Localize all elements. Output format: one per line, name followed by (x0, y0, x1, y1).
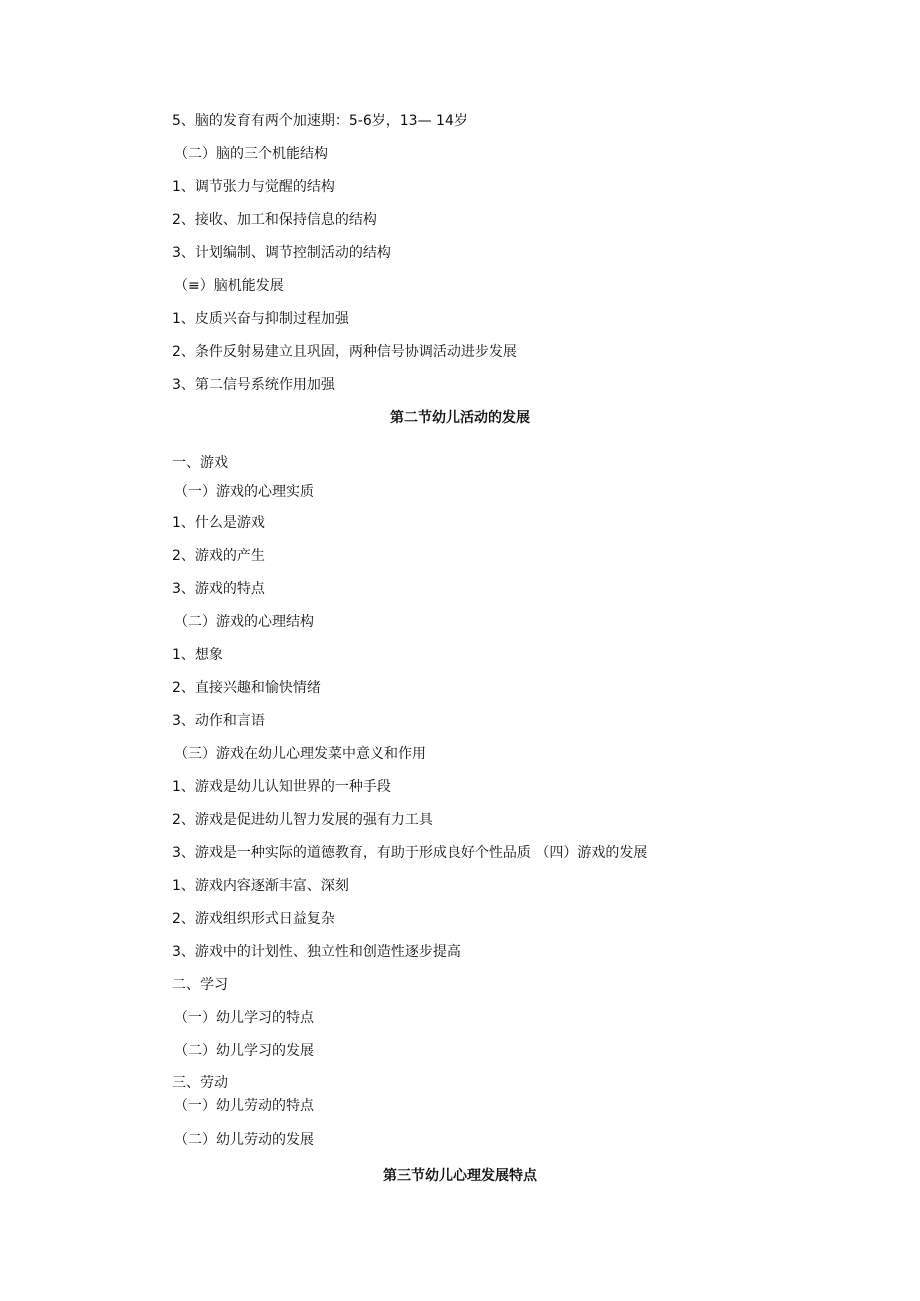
text-line: 1、什么是游戏 (172, 515, 265, 531)
text-line: 3、动作和言语 (172, 713, 265, 729)
text-line: （二）幼儿劳动的发展 (174, 1132, 314, 1148)
text-line: （一）幼儿学习的特点 (174, 1010, 314, 1026)
text-line: 3、游戏的特点 (172, 581, 265, 597)
section-heading: 第三节幼儿心理发展特点 (383, 1168, 537, 1184)
text-line: 三、劳动 (172, 1075, 228, 1091)
text-line: 2、游戏组织形式日益复杂 (172, 911, 335, 927)
text-line: 1、想象 (172, 647, 223, 663)
text-line: 1、皮质兴奋与抑制过程加强 (172, 311, 349, 327)
text-line: 1、游戏是幼儿认知世界的一种手段 (172, 779, 391, 795)
text-line: （一）幼儿劳动的特点 (174, 1098, 314, 1114)
text-line: （≡）脑机能发展 (174, 278, 284, 294)
text-line: （三）游戏在幼儿心理发菜中意义和作用 (174, 746, 426, 762)
text-line: 2、直接兴趣和愉快情绪 (172, 680, 321, 696)
text-line: 3、计划编制、调节控制活动的结构 (172, 245, 391, 261)
text-line: 5、脑的发育有两个加速期：5-6岁，13— 14岁 (172, 113, 468, 129)
text-line: （一）游戏的心理实质 (174, 484, 314, 500)
text-line: 3、游戏是一种实际的道德教育，有助于形成良好个性品质 （四）游戏的发展 (172, 845, 648, 861)
text-line: 1、游戏内容逐渐丰富、深刻 (172, 878, 349, 894)
text-line: 一、游戏 (172, 455, 228, 471)
text-line: 2、接收、加工和保持信息的结构 (172, 212, 377, 228)
text-line: 2、游戏的产生 (172, 548, 265, 564)
text-line: 2、条件反射易建立且巩固，两种信号协调活动进步发展 (172, 344, 517, 360)
section-heading: 第二节幼儿活动的发展 (390, 410, 530, 426)
text-line: 3、游戏中的计划性、独立性和创造性逐步提高 (172, 944, 461, 960)
text-line: （二）幼儿学习的发展 (174, 1043, 314, 1059)
text-line: 二、学习 (172, 977, 228, 993)
text-line: 3、第二信号系统作用加强 (172, 377, 335, 393)
text-line: 1、调节张力与觉醒的结构 (172, 179, 335, 195)
text-line: 2、游戏是促进幼儿智力发展的强有力工具 (172, 812, 433, 828)
text-line: （二）脑的三个机能结构 (174, 146, 328, 162)
text-line: （二）游戏的心理结构 (174, 614, 314, 630)
